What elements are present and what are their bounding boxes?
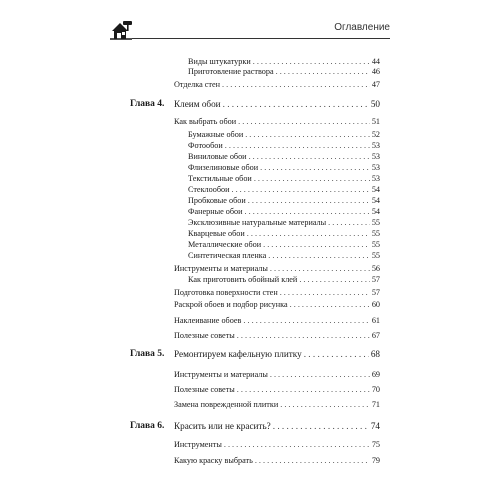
toc-leader-dots	[328, 218, 370, 228]
toc-leader-dots	[224, 440, 370, 450]
toc-leader-dots	[273, 421, 369, 431]
toc-entry[interactable]	[188, 229, 380, 239]
toc-leader-dots	[222, 80, 370, 90]
toc-page-number: 47	[371, 80, 380, 89]
toc-leader-dots	[247, 229, 370, 239]
toc-page-number: 55	[371, 229, 380, 238]
toc-entry[interactable]	[188, 218, 380, 228]
toc-entry[interactable]	[174, 117, 380, 127]
toc-leader-dots	[237, 331, 370, 341]
toc-entry[interactable]	[188, 196, 380, 206]
toc-page-number: 54	[371, 207, 380, 216]
toc-page-number: 79	[371, 456, 380, 465]
toc-entry[interactable]	[188, 174, 380, 184]
toc-entry-title: Как приготовить обойный клей	[188, 275, 298, 284]
chapter-label-4: Глава 4.	[130, 99, 165, 109]
toc-page-number: 46	[371, 67, 380, 76]
toc-entry-title: Раскрой обоев и подбор рисунка	[174, 300, 288, 309]
chapter-label-6: Глава 6.	[130, 421, 165, 431]
toc-entry-title: Бумажные обои	[188, 130, 244, 139]
toc-leader-dots	[243, 316, 369, 326]
toc-page-number: 70	[371, 385, 380, 394]
toc-leader-dots	[253, 57, 370, 67]
toc-entry[interactable]	[174, 456, 380, 466]
toc-entry-title: Текстильные обои	[188, 174, 252, 183]
toc-entry-title: Красить или не красить?	[174, 421, 271, 431]
toc-entry[interactable]	[188, 152, 380, 162]
toc-page-number: 55	[371, 251, 380, 260]
toc-entry-title: Фанерные обои	[188, 207, 243, 216]
toc-entry-title: Виды штукатурки	[188, 57, 251, 66]
toc-page-number: 57	[371, 275, 380, 284]
toc-entry-chapter[interactable]	[174, 421, 380, 431]
toc-leader-dots	[237, 385, 370, 395]
toc-leader-dots	[268, 251, 370, 261]
toc-page-number: 50	[370, 99, 380, 109]
toc-page-number: 54	[371, 185, 380, 194]
toc-leader-dots	[245, 130, 370, 140]
toc-entry-title: Замена поврежденной плитки	[174, 400, 279, 409]
toc-entry-title: Инструменты и материалы	[174, 264, 268, 273]
toc-leader-dots	[249, 152, 370, 162]
toc-leader-dots	[263, 240, 370, 250]
toc-page-number: 56	[371, 264, 380, 273]
toc-leader-dots	[223, 99, 369, 109]
toc-page-number: 44	[371, 57, 380, 66]
toc-entry-title: Фотообои	[188, 141, 223, 150]
toc-page-number: 53	[371, 174, 380, 183]
toc-entry[interactable]	[188, 240, 380, 250]
toc-entry-title: Приготовление раствора	[188, 67, 274, 76]
toc-leader-dots	[299, 275, 370, 285]
toc-leader-dots	[290, 300, 370, 310]
toc-entry-chapter[interactable]	[174, 349, 380, 359]
toc-entry[interactable]	[188, 130, 380, 140]
toc-leader-dots	[225, 141, 370, 151]
toc-page-number: 53	[371, 163, 380, 172]
toc-leader-dots	[280, 288, 370, 298]
header-title: Оглавление	[334, 22, 390, 33]
toc-entry[interactable]	[174, 440, 380, 450]
toc-entry[interactable]	[188, 57, 380, 67]
toc-entry-title: Виниловые обои	[188, 152, 247, 161]
toc-entry[interactable]	[174, 300, 380, 310]
toc-entry-title: Полезные советы	[174, 331, 235, 340]
toc-entry-title: Синтетическая пленка	[188, 251, 267, 260]
toc-page-number: 55	[371, 240, 380, 249]
toc-entry[interactable]	[174, 385, 380, 395]
toc-entry-title: Эксклюзивные натуральные материалы	[188, 218, 327, 227]
toc-page-number: 60	[371, 300, 380, 309]
toc-entry[interactable]	[188, 251, 380, 261]
toc-page-number: 71	[371, 400, 380, 409]
toc-entry-title: Ремонтируем кафельную плитку	[174, 349, 302, 359]
toc-leader-dots	[245, 207, 370, 217]
toc-entry-title: Кварцевые обои	[188, 229, 245, 238]
toc-entry-title: Пробковые обои	[188, 196, 246, 205]
toc-entry-title: Подготовка поверхности стен	[174, 288, 278, 297]
chapter-label-5: Глава 5.	[130, 349, 165, 359]
toc-entry[interactable]	[174, 316, 380, 326]
toc-entry[interactable]	[174, 331, 380, 341]
toc-leader-dots	[304, 349, 369, 359]
toc-entry-chapter[interactable]	[174, 99, 380, 109]
toc-page-number: 55	[371, 218, 380, 227]
toc-entry[interactable]	[188, 275, 380, 285]
toc-leader-dots	[254, 174, 370, 184]
toc-entry[interactable]	[174, 400, 380, 410]
toc-page-number: 54	[371, 196, 380, 205]
toc-leader-dots	[276, 67, 370, 77]
toc-leader-dots	[270, 370, 370, 380]
toc-entry[interactable]	[188, 185, 380, 195]
toc-page-number: 67	[371, 331, 380, 340]
toc-entry-title: Отделка стен	[174, 80, 221, 89]
toc-entry-title: Клеим обои	[174, 99, 221, 109]
toc-leader-dots	[255, 456, 370, 466]
toc-entry[interactable]	[174, 264, 380, 274]
toc-entry[interactable]	[188, 67, 380, 77]
toc-page-number: 51	[371, 117, 380, 126]
toc-leader-dots	[238, 117, 370, 127]
toc-entry-title: Стеклообои	[188, 185, 230, 194]
toc-page-number: 52	[371, 130, 380, 139]
toc-page-number: 74	[370, 421, 380, 431]
toc-leader-dots	[231, 185, 369, 195]
toc-page-number: 53	[371, 152, 380, 161]
toc-leader-dots	[270, 264, 370, 274]
toc-entry[interactable]	[188, 163, 380, 173]
toc-entry-title: Флизелиновые обои	[188, 163, 259, 172]
toc-page-number: 68	[370, 349, 380, 359]
toc-entry-title: Какую краску выбрать	[174, 456, 253, 465]
toc-entry-title: Полезные советы	[174, 385, 235, 394]
toc-entry-title: Как выбрать обои	[174, 117, 237, 126]
toc-entry[interactable]	[174, 370, 380, 380]
toc-page-number: 53	[371, 141, 380, 150]
toc-leader-dots	[248, 196, 370, 206]
toc-leader-dots	[260, 163, 370, 173]
toc-entry[interactable]	[174, 288, 380, 298]
toc-entry-title: Металлические обои	[188, 240, 262, 249]
toc-entry[interactable]	[188, 141, 380, 151]
toc-entry[interactable]	[188, 207, 380, 217]
toc-leader-dots	[280, 400, 370, 410]
toc-page-number: 61	[371, 316, 380, 325]
toc-entry-title: Инструменты	[174, 440, 222, 449]
toc-entry[interactable]	[174, 80, 380, 90]
toc-page-number: 57	[371, 288, 380, 297]
toc-entry-title: Инструменты и материалы	[174, 370, 268, 379]
toc-page-number: 75	[371, 440, 380, 449]
toc-page-number: 69	[371, 370, 380, 379]
toc-entry-title: Наклеивание обоев	[174, 316, 242, 325]
